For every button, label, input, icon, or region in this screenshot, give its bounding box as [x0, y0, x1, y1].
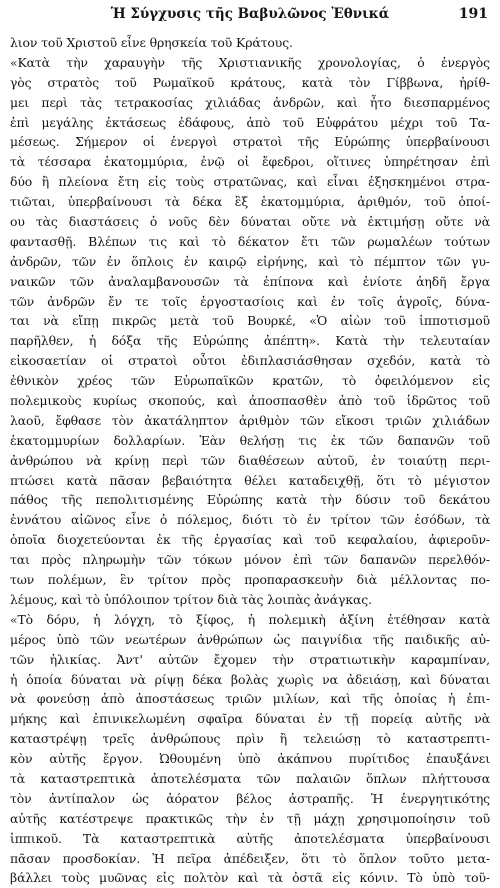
running-head	[10, 4, 490, 24]
text-line: ἐθνικὸν χρέος τῶν Εὐρωπαϊκῶν κρατῶν, τὸ ὀφειλόμενον εἰς	[10, 373, 490, 389]
text-line: μει περὶ τὰς τετρακοσίας χιλιάδας ἀνδρῶν, καὶ ἦτο διεσπαρμένος	[10, 94, 490, 110]
text-line: ου τὰς διαστάσεις ὁ νοῦς δὲν δύναται οὔτε νὰ ἐκτιμήσῃ οὔτε νὰ	[10, 214, 490, 230]
text-line: λιον τοῦ Χριστοῦ εἶνε θρησκεία τοῦ Κράτους.	[10, 35, 293, 50]
text-line: των πολέμων, ἓν τρίτον πρὸς προπαρασκευὴν διὰ μέλλοντας πο-	[10, 572, 490, 588]
text-line: ἑκατομμυρίων δολλαρίων. Ἐὰν θελήσῃ τις ἐκ τῶν δαπανῶν τοῦ	[10, 432, 490, 448]
text-line: πᾶσαν προσδοκίαν. Ἡ πεῖρα ἀπέδειξεν, ὅτι τὸ ὅπλον τοῦτο μετα-	[10, 850, 490, 866]
text-line: τιῶται, ὑπερβαίνουσι τὰ δέκα ἓξ ἑκατομμύρια, ἀριθμόν, τοῦ ὁποί-	[10, 194, 490, 210]
text-line: πτώσει κατὰ πᾶσαν βεβαιότητα θέλει καταδειχθῇ, ὅτι τὸ μέγιστον	[10, 472, 490, 488]
text-line: νὰ φονεύσῃ ἀπὸ ἀποστάσεως τριῶν μιλίων, καὶ τῆς ὁποίας ἡ ἐπι-	[10, 691, 490, 707]
text-line: τῶν ἡλικίας. Ἀντ' αὐτῶν ἔχομεν τὴν στρατιωτικὴν καραμπίναν,	[10, 651, 490, 667]
text-line: «Κατὰ τὴν χαραυγὴν τῆς Χριστιανικῆς χρονολογίας, ὁ ἐνεργὸς	[10, 54, 490, 70]
text-line: ται νὰ εἴπῃ πικρῶς μετὰ τοῦ Βουρκέ, «Ὁ αἰὼν τοῦ ἱπποτισμοῦ	[10, 313, 490, 329]
text-line: ἐπὶ μεγάλης ἐκτάσεως ἐδάφους, ἀπὸ τοῦ Εὐφράτου μέχρι τοῦ Τα-	[10, 114, 490, 130]
text-line: τὰ τέσσαρα ἑκατομμύρια, ἐνῷ οἱ ἔφεδροι, οἵτινες ὑπηρέτησαν ἐπὶ	[10, 154, 490, 170]
text-line: πολεμικοὺς κυρίως σκοπούς, καὶ ἀποσπασθὲν ἀπὸ τοῦ ἱδρῶτος τοῦ	[10, 393, 490, 409]
text-line: ἐννάτου αἰῶνος εἶνε ὁ πόλεμος, διότι τὸ ἐν τρίτον τῶν ἐσόδων, τὰ	[10, 512, 490, 528]
text-line: ἱππικοῦ. Τὰ καταστρεπτικὰ αὐτῆς ἀποτελέσματα ὑπερβαίνουσι	[10, 830, 490, 846]
text-line: ἀνδρῶν, τῶν ἐν ὅπλοις ἐν καιρῷ εἰρήνης, καὶ τὸ πέμπτον τῶν γυ-	[10, 253, 490, 269]
text-line: μήκης καὶ ἐπινικελωμένη σφαῖρα δύναται ἐν τῇ πορείᾳ αὐτῆς νὰ	[10, 711, 490, 727]
text-line: ὁποῖα διοχετεύονται ἐκ τῆς ἐργασίας καὶ τοῦ κεφαλαίου, ἀφιεροῦν-	[10, 532, 490, 548]
text-line: γὸς στρατὸς τοῦ Ρωμαϊκοῦ κράτους, κατὰ τὸν Γίββωνα, ἠρίθ-	[10, 74, 490, 90]
text-line: μέρος ὑπὸ τῶν νεωτέρων ἀνθρώπων ὡς παιγνίδια τῆς παιδικῆς αὐ-	[10, 631, 490, 647]
text-line: πάθος τῆς πεπολιτισμένης Εὐρώπης κατὰ τὴν δύσιν τοῦ δεκάτου	[10, 492, 490, 508]
body-text	[10, 33, 490, 888]
text-line: βάλλει τοὺς μυῶνας εἰς πολτὸν καὶ τὰ ὀστᾶ εἰς κόνιν. Τὸ ὑπὸ τοῦ-	[10, 870, 490, 886]
text-line: παρῆλθεν, ἡ δόξα τῆς Εὐρώπης ἀπέπτη». Κατὰ τὴν τελευταίαν	[10, 333, 490, 349]
text-line: δύο ἢ πλείονα ἔτη εἰς τοὺς στρατῶνας, καὶ εἶναι ἐξησκημένοι στρα-	[10, 174, 490, 190]
text-line: ἡ ὁποία δύναται νὰ ρίψῃ δέκα βολὰς χωρὶς να ἀδειάσῃ, καὶ δύναται	[10, 671, 490, 687]
text-line: ναικῶν τῶν ἀναλαμβανουσῶν τὰ ἐπίπονα καὶ ἐνίοτε ἀηδῆ ἔργα	[10, 273, 490, 289]
running-title: Ἡ Σύγχυσις τῆς Βαβυλῶνος Ἐθνικά	[110, 6, 390, 22]
text-line: ται πρὸς πληρωμὴν τῶν τόκων μόνον ἐπὶ τῶν δαπανῶν περελθόν-	[10, 552, 490, 568]
text-line: εἰκοσαετίαν οἱ στρατοὶ οὗτοι ἐδιπλασιάσθησαν σχεδόν, κατὰ τὸ	[10, 353, 490, 369]
text-line: «Τὸ δόρυ, ἡ λόγχη, τὸ ξίφος, ἡ πολεμικὴ ἀξίνη ἐτέθησαν κατὰ	[10, 611, 490, 627]
text-line: καταστρέψῃ τρεῖς ἀνθρώπους πρὶν ἢ τελειώσῃ τὸ καταστρεπτι-	[10, 731, 490, 747]
text-line: λέμους, καὶ τὸ ὑπόλοιπον τρίτον διὰ τὰς λοιπὰς ἀνάγκας.	[10, 591, 372, 607]
text-line: λαοῦ, ἔφθασε τὸν ἀκατάληπτον ἀριθμὸν τῶν εἴκοσι τριῶν χιλιάδων	[10, 412, 490, 428]
page-number: 191	[458, 6, 488, 22]
text-line: κὸν αὐτῆς ἔργον. Ὠθουμένη ὑπὸ ἀκάπνου πυρίτιδος ἐπαυξάνει	[10, 751, 490, 767]
text-line: μέσεως. Σήμερον οἱ ἐνεργοὶ στρατοὶ τῆς Εὐρώπης ὑπερβαίνουσι	[10, 134, 490, 150]
text-line: τὸν ἀντίπαλον ὡς ἀόρατον βέλος ἀστραπῆς. Ἡ ἐνεργητικότης	[10, 790, 490, 806]
text-line: φαντασθῇ. Βλέπων τις καὶ τὸ δέκατον ἔτι τῶν ρωμαλέων τούτων	[10, 233, 490, 249]
text-line: ἀνθρώπου νὰ κρίνῃ περὶ τῶν διαθέσεων αὐτοῦ, ἐν τοιαύτῃ περι-	[10, 452, 490, 468]
text-line: τῶν ἀνδρῶν ἔν τε τοῖς ἐργοστασίοις καὶ ἐν τοῖς ἀγροῖς, δύνα-	[10, 293, 490, 309]
text-line: αὐτῆς κατέστρεψε πρακτικῶς τὴν ἐν τῇ μάχῃ χρησιμοποίησιν τοῦ	[10, 810, 490, 826]
text-line: τὰ καταστρεπτικὰ ἀποτελέσματα τῶν παλαιῶν ὅπλων πλήττουσα	[10, 770, 490, 786]
